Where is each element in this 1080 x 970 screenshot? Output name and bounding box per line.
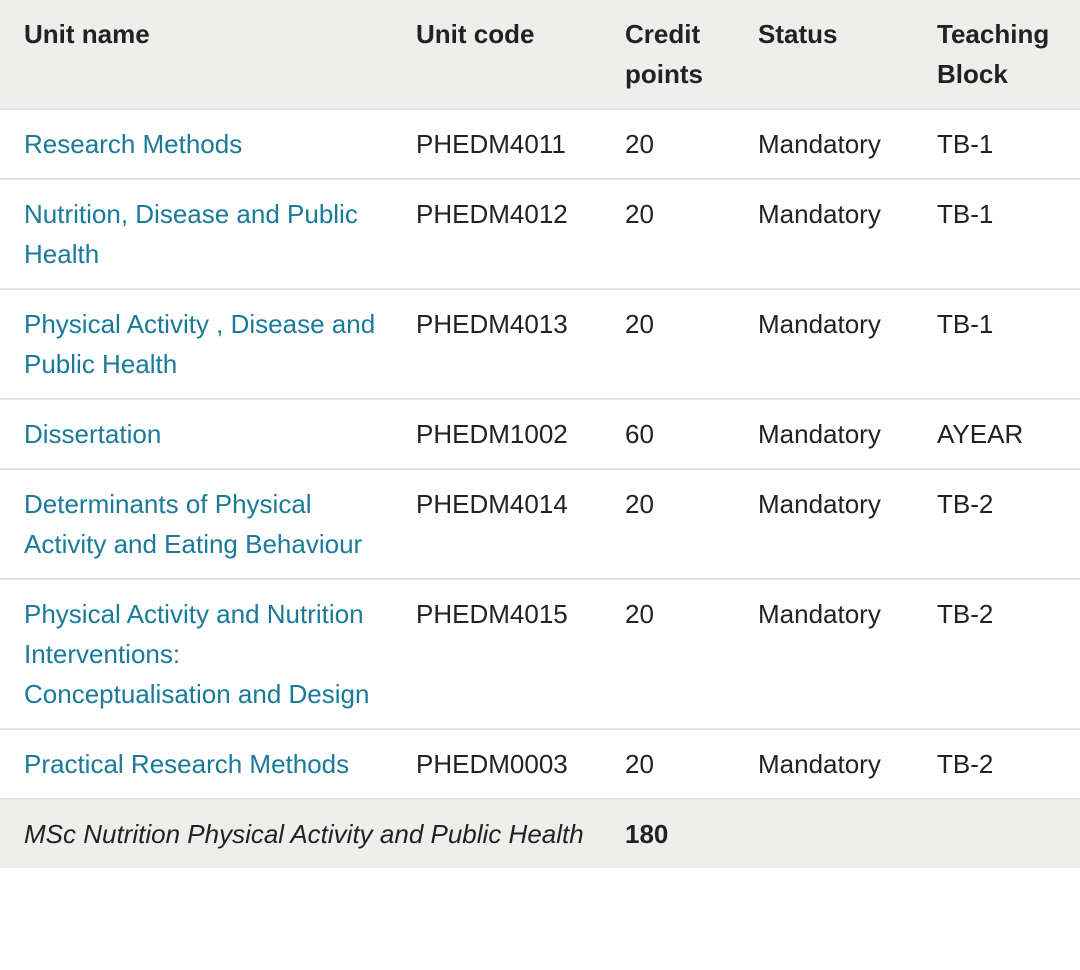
unit-link[interactable]: Research Methods [24,129,243,159]
table-footer [0,799,1080,868]
teaching-block-cell: AYEAR [913,399,1080,469]
table-row [0,729,1080,799]
table-body [0,109,1080,799]
credit-points-cell: 60 [601,399,734,469]
credit-points-cell: 20 [601,729,734,799]
status-cell: Mandatory [734,399,913,469]
unit-name-cell [0,289,392,399]
empty-block-cell [913,799,1080,868]
unit-code-cell: PHEDM0003 [392,729,601,799]
unit-name-cell [0,469,392,579]
status-cell: Mandatory [734,109,913,179]
teaching-block-cell: TB-2 [913,579,1080,729]
unit-code-cell: PHEDM4014 [392,469,601,579]
header-row [0,0,1080,109]
unit-code-cell: PHEDM4015 [392,579,601,729]
table-row [0,469,1080,579]
header-unit-code: Unit code [416,19,535,49]
status-cell: Mandatory [734,579,913,729]
credit-points-cell: 20 [601,179,734,289]
unit-link[interactable]: Practical Research Methods [24,749,350,779]
unit-link[interactable]: Physical Activity , Disease and Public Health [24,309,376,379]
table-row [0,289,1080,399]
table-row [0,109,1080,179]
header-teaching-block: Teaching Block [937,19,1050,89]
unit-name-cell [0,109,392,179]
unit-code-cell: PHEDM4012 [392,179,601,289]
header-status: Status [758,19,838,49]
status-cell: Mandatory [734,289,913,399]
programme-name: MSc Nutrition Physical Activity and Public Health [0,799,601,868]
unit-link[interactable]: Determinants of Physical Activity and Eating Behaviour [24,489,363,559]
teaching-block-cell: TB-1 [913,179,1080,289]
teaching-block-cell: TB-2 [913,729,1080,799]
teaching-block-cell: TB-1 [913,109,1080,179]
empty-status-cell [734,799,913,868]
unit-name-cell [0,579,392,729]
status-cell: Mandatory [734,179,913,289]
table-row [0,399,1080,469]
unit-name-cell [0,729,392,799]
unit-code-cell: PHEDM4013 [392,289,601,399]
unit-name-cell [0,399,392,469]
teaching-block-cell: TB-1 [913,289,1080,399]
credit-points-cell: 20 [601,109,734,179]
unit-link[interactable]: Nutrition, Disease and Public Health [24,199,358,269]
teaching-block-cell: TB-2 [913,469,1080,579]
header-credit-points: Credit points [625,19,703,89]
unit-name-cell [0,179,392,289]
status-cell: Mandatory [734,729,913,799]
credit-points-cell: 20 [601,289,734,399]
status-cell: Mandatory [734,469,913,579]
credit-points-cell: 20 [601,579,734,729]
header-unit-name: Unit name [24,19,150,49]
unit-code-cell: PHEDM1002 [392,399,601,469]
programme-total-row [0,799,1080,868]
table-header [0,0,1080,109]
unit-link[interactable]: Dissertation [24,419,162,449]
table-row [0,579,1080,729]
unit-link[interactable]: Physical Activity and Nutrition Interventions: Conceptualisation and Design [24,599,370,709]
total-credit-points: 180 [601,799,734,868]
unit-code-cell: PHEDM4011 [392,109,601,179]
credit-points-cell: 20 [601,469,734,579]
table-row [0,179,1080,289]
